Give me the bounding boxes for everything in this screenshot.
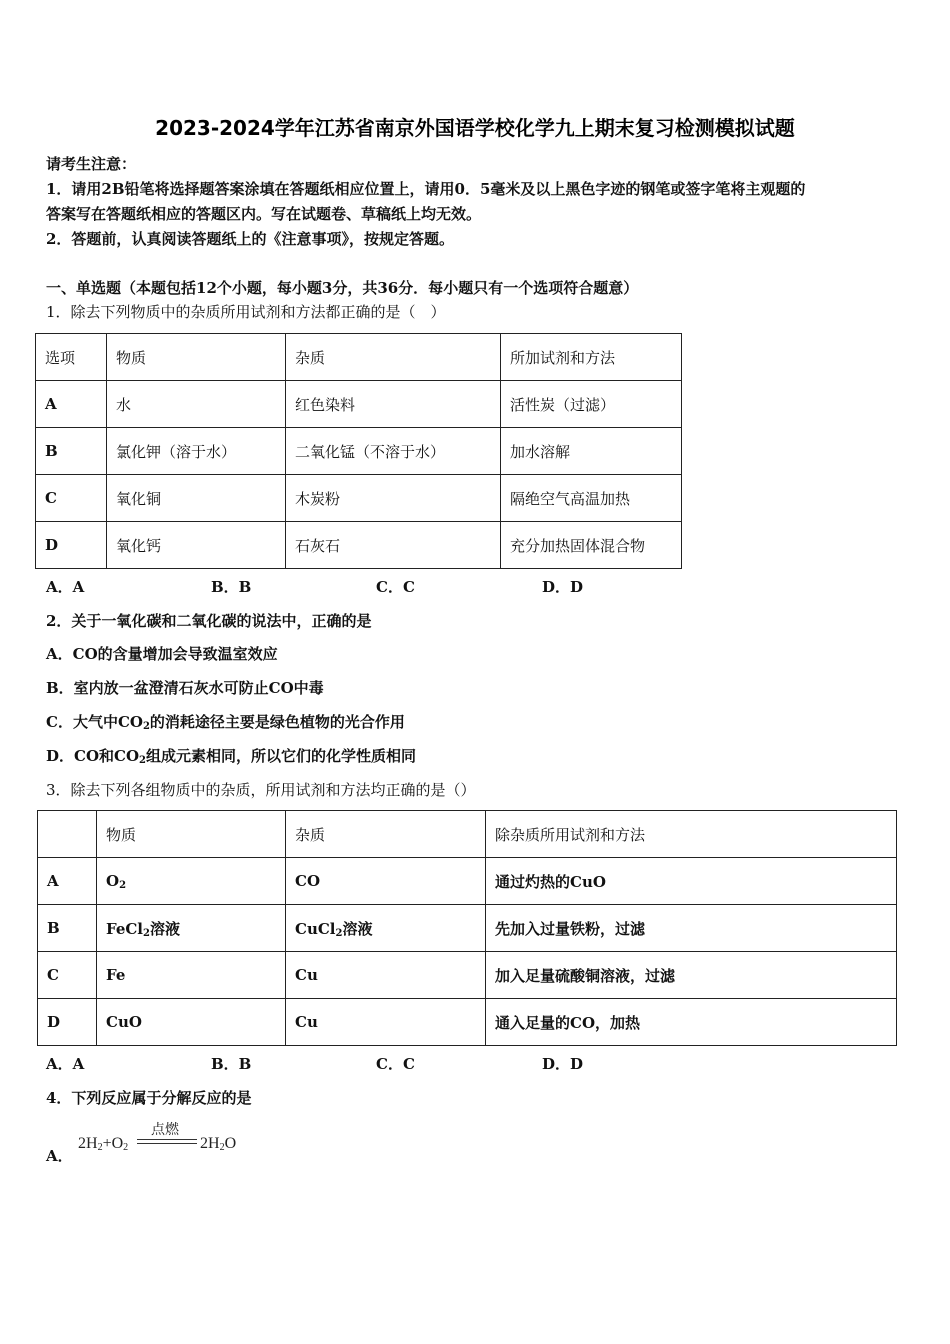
cell-text: O [106, 871, 120, 890]
q4-option-a-equation [78, 1135, 128, 1153]
q2-d-text: D．CO和CO [46, 747, 140, 765]
table-cell: 加入足量硫酸铜溶液，过滤 [486, 952, 897, 999]
table-header-cell: 杂质 [286, 811, 486, 858]
subscript: 2 [139, 755, 146, 766]
notice-line-1: 1．请用2B铅笔将选择题答案涂填在答题纸相应位置上，请用0．5毫米及以上黑色字迹的钢笔或签字笔将主观题的 [46, 180, 806, 198]
q2-stem: 2．关于一氧化碳和二氧化碳的说法中，正确的是 [46, 612, 372, 630]
q3-option-b[interactable]: B．B [211, 1055, 252, 1073]
q3-option-c[interactable]: C．C [376, 1055, 415, 1073]
table-row [36, 428, 682, 475]
table-cell: A [36, 381, 107, 428]
cell-text: FeCl [106, 919, 144, 938]
subscript: 2 [142, 721, 150, 732]
table-header-cell: 物质 [107, 334, 286, 381]
notice-line-1b: 答案写在答题纸相应的答题区内。写在试题卷、草稿纸上均无效。 [46, 205, 482, 223]
table-header-cell: 选项 [36, 334, 107, 381]
table-cell: D [38, 999, 97, 1046]
table-row [38, 811, 897, 858]
notice-heading: 请考生注意： [46, 155, 137, 173]
table-cell: D [36, 522, 107, 569]
table-cell: B [38, 905, 97, 952]
table-cell: 木炭粉 [286, 475, 501, 522]
table-cell: 二氧化锰（不溶于水） [286, 428, 501, 475]
table-row [36, 334, 682, 381]
table-row [36, 381, 682, 428]
table-cell: 水 [107, 381, 286, 428]
eq-product: 2H [200, 1135, 220, 1152]
eq-reactant: +O [102, 1135, 124, 1152]
cell-text: 溶液 [149, 919, 180, 938]
table-cell: 石灰石 [286, 522, 501, 569]
table-cell: C [38, 952, 97, 999]
notice-line-2: 2．答题前，认真阅读答题纸上的《注意事项》，按规定答题。 [46, 230, 454, 248]
table-row [36, 475, 682, 522]
table-cell: 氧化钙 [107, 522, 286, 569]
subscript: 2 [123, 1142, 129, 1153]
q1-option-a[interactable]: A．A [46, 578, 85, 596]
table-cell [97, 858, 286, 905]
page-title: 2023-2024学年江苏省南京外国语学校化学九上期末复习检测模拟试题 [155, 116, 795, 140]
eq-reactant: 2H [78, 1135, 98, 1152]
table-cell: 红色染料 [286, 381, 501, 428]
table-cell: C [36, 475, 107, 522]
table-cell: 通过灼热的CuO [486, 858, 897, 905]
table-header-cell [38, 811, 97, 858]
q1-stem: 1．除去下列物质中的杂质所用试剂和方法都正确的是（ ） [46, 303, 446, 321]
eq-product: O [224, 1135, 237, 1152]
table-cell: 通入足量的CO，加热 [486, 999, 897, 1046]
table-cell [97, 905, 286, 952]
table-row [38, 858, 897, 905]
table-cell: B [36, 428, 107, 475]
q3-option-d[interactable]: D．D [542, 1055, 584, 1073]
subscript: 2 [119, 879, 127, 891]
table-header-cell: 杂质 [286, 334, 501, 381]
subscript: 2 [335, 927, 343, 939]
eq-condition: 点燃 [151, 1123, 179, 1138]
table-cell: Cu [286, 952, 486, 999]
table-row [38, 999, 897, 1046]
table-cell: 加水溶解 [501, 428, 682, 475]
q1-table [35, 333, 682, 569]
table-header-cell: 除杂质所用试剂和方法 [486, 811, 897, 858]
q2-option-c[interactable] [46, 711, 405, 732]
q1-option-c[interactable]: C．C [376, 578, 415, 596]
cell-text: 溶液 [342, 919, 373, 938]
table-cell: Cu [286, 999, 486, 1046]
table-row [38, 952, 897, 999]
table-cell: 氧化铜 [107, 475, 286, 522]
q3-stem: 3．除去下列各组物质中的杂质，所用试剂和方法均正确的是（） [46, 781, 476, 799]
table-header-cell: 所加试剂和方法 [501, 334, 682, 381]
table-cell: 先加入过量铁粉，过滤 [486, 905, 897, 952]
q2-d-text: 组成元素相同，所以它们的化学性质相同 [146, 747, 417, 765]
q3-table [37, 810, 897, 1046]
q2-option-d[interactable] [46, 745, 416, 766]
table-row [36, 522, 682, 569]
table-cell: 充分加热固体混合物 [501, 522, 682, 569]
q2-option-b[interactable]: B．室内放一盆澄清石灰水可防止CO中毒 [46, 679, 324, 697]
subscript: 2 [143, 927, 150, 939]
q2-c-text: 的消耗途径主要是绿色植物的光合作用 [149, 713, 405, 731]
table-cell: 活性炭（过滤） [501, 381, 682, 428]
cell-text: CuCl [295, 919, 336, 938]
table-cell: Fe [97, 952, 286, 999]
q4-option-a-label[interactable]: A． [46, 1147, 73, 1165]
table-cell: A [38, 858, 97, 905]
q2-option-a[interactable]: A．CO的含量增加会导致温室效应 [46, 645, 278, 663]
q4-stem: 4．下列反应属于分解反应的是 [46, 1089, 252, 1107]
subscript: 2 [97, 1142, 103, 1153]
table-cell [286, 858, 486, 905]
table-header-cell: 物质 [97, 811, 286, 858]
q3-option-a[interactable]: A．A [46, 1055, 85, 1073]
table-cell: 氯化钾（溶于水） [107, 428, 286, 475]
subscript: 2 [219, 1142, 225, 1153]
eq-double-line [137, 1139, 197, 1144]
q1-option-b[interactable]: B．B [211, 578, 252, 596]
q2-c-text: C．大气中CO [46, 713, 143, 731]
table-cell: CuO [97, 999, 286, 1046]
table-row [38, 905, 897, 952]
cell-text: CO [295, 872, 321, 890]
table-cell: 隔绝空气高温加热 [501, 475, 682, 522]
q1-option-d[interactable]: D．D [542, 578, 584, 596]
table-cell [286, 905, 486, 952]
section-heading: 一、单选题（本题包括12个小题，每小题3分，共36分．每小题只有一个选项符合题意） [46, 279, 639, 297]
q4-option-a-product [200, 1135, 236, 1153]
